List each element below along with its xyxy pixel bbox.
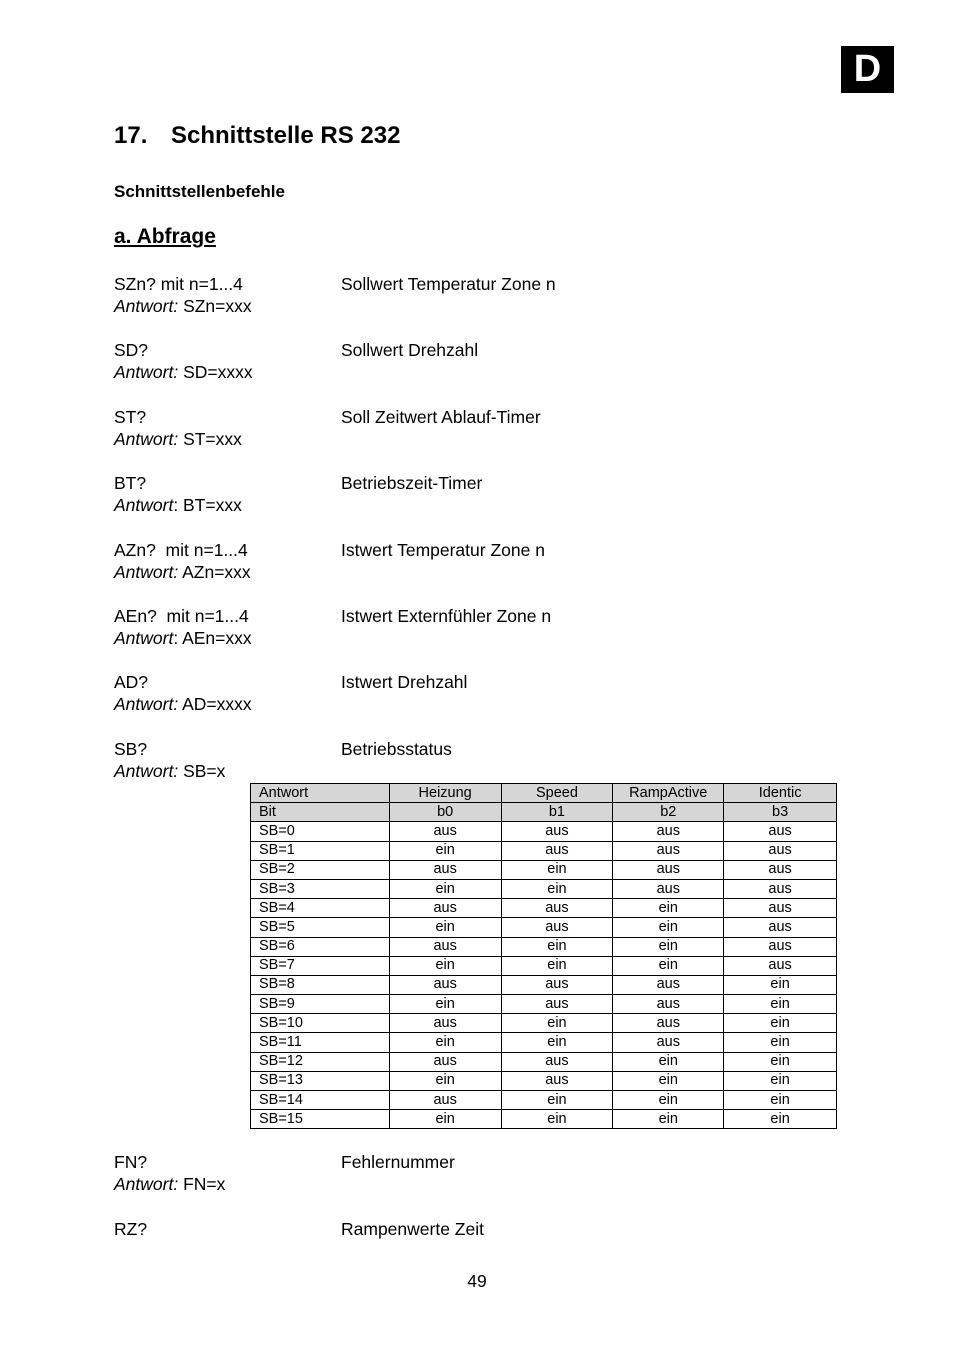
status-code-cell: SB=6: [251, 937, 390, 956]
status-code-cell: SB=9: [251, 995, 390, 1014]
table-row: [251, 918, 837, 937]
status-value-cell: ein: [724, 995, 837, 1014]
status-bit-table: [250, 783, 837, 1129]
status-value-cell: ein: [724, 975, 837, 994]
answer-value: : BT=xxx: [173, 495, 242, 515]
command-code: FN?: [114, 1152, 148, 1172]
table-bit-row: [251, 803, 837, 822]
status-value-cell: aus: [724, 918, 837, 937]
status-value-cell: aus: [501, 995, 613, 1014]
status-value-cell: ein: [613, 1071, 724, 1090]
table-header-row: [251, 784, 837, 803]
status-value-cell: ein: [613, 937, 724, 956]
command-code: BT?: [114, 473, 147, 493]
table-row: [251, 1110, 837, 1129]
command-entry: [114, 1151, 225, 1195]
bit-header: b1: [501, 803, 613, 822]
command-code: AEn? mit n=1...4: [114, 606, 249, 626]
table-row: [251, 822, 837, 841]
answer-label: Antwort:: [114, 694, 179, 714]
status-value-cell: aus: [724, 860, 837, 879]
command-answer: [114, 494, 242, 516]
column-header: RampActive: [613, 784, 724, 803]
command-entry: [114, 738, 225, 782]
status-value-cell: ein: [724, 1052, 837, 1071]
command-description: Fehlernummer: [341, 1152, 455, 1172]
command-code: RZ?: [114, 1219, 148, 1239]
command-code: SD?: [114, 340, 149, 360]
status-value-cell: ein: [724, 1110, 837, 1129]
status-code-cell: SB=15: [251, 1110, 390, 1129]
status-value-cell: ein: [501, 956, 613, 975]
answer-label: Antwort:: [114, 562, 179, 582]
table-row: [251, 1052, 837, 1071]
answer-value: ST=xxx: [178, 429, 242, 449]
status-code-cell: SB=11: [251, 1033, 390, 1052]
table-row: [251, 1091, 837, 1110]
status-value-cell: ein: [724, 1071, 837, 1090]
table-row: [251, 956, 837, 975]
table-row: [251, 1014, 837, 1033]
command-description: Istwert Drehzahl: [341, 672, 468, 692]
status-value-cell: aus: [613, 1014, 724, 1033]
command-description: Rampenwerte Zeit: [341, 1219, 484, 1239]
bit-header: Bit: [251, 803, 390, 822]
status-value-cell: aus: [613, 841, 724, 860]
status-value-cell: aus: [724, 879, 837, 898]
command-answer: [114, 361, 253, 383]
command-entry: [114, 539, 251, 583]
status-value-cell: aus: [613, 1033, 724, 1052]
column-header: Heizung: [389, 784, 501, 803]
answer-label: Antwort:: [114, 1174, 179, 1194]
command-description: Istwert Externfühler Zone n: [341, 606, 552, 626]
answer-label: Antwort:: [114, 362, 179, 382]
command-description: Betriebsstatus: [341, 739, 452, 759]
status-code-cell: SB=7: [251, 956, 390, 975]
answer-label: Antwort:: [114, 296, 179, 316]
command-answer: [114, 561, 251, 583]
status-value-cell: aus: [501, 1071, 613, 1090]
answer-value: AD=xxxx: [178, 694, 252, 714]
status-value-cell: ein: [613, 1110, 724, 1129]
command-description: Betriebszeit-Timer: [341, 473, 483, 493]
answer-value: FN=x: [178, 1174, 226, 1194]
chapter-heading: [114, 122, 400, 150]
command-entry: [114, 339, 253, 383]
answer-label: Antwort: [114, 495, 174, 515]
status-value-cell: ein: [501, 1110, 613, 1129]
section-heading: a. Abfrage: [114, 225, 216, 248]
status-value-cell: aus: [501, 975, 613, 994]
status-value-cell: aus: [501, 841, 613, 860]
table-body: [251, 822, 837, 1129]
command-answer: [114, 1173, 225, 1195]
status-value-cell: ein: [613, 1091, 724, 1110]
status-value-cell: aus: [613, 975, 724, 994]
table-row: [251, 975, 837, 994]
column-header: Speed: [501, 784, 613, 803]
command-code: AZn? mit n=1...4: [114, 540, 248, 560]
command-entry: [114, 1218, 147, 1240]
command-code: SZn? mit n=1...4: [114, 274, 243, 294]
bit-header: b3: [724, 803, 837, 822]
status-value-cell: aus: [613, 860, 724, 879]
status-value-cell: aus: [501, 822, 613, 841]
command-answer: [114, 627, 252, 649]
bit-header: b2: [613, 803, 724, 822]
status-value-cell: aus: [389, 975, 501, 994]
status-value-cell: ein: [724, 1014, 837, 1033]
status-value-cell: aus: [613, 822, 724, 841]
status-value-cell: aus: [389, 1052, 501, 1071]
answer-value: : AEn=xxx: [173, 628, 252, 648]
status-value-cell: ein: [501, 1014, 613, 1033]
status-value-cell: aus: [501, 899, 613, 918]
command-code: AD?: [114, 672, 149, 692]
status-value-cell: ein: [501, 860, 613, 879]
status-value-cell: aus: [724, 841, 837, 860]
status-value-cell: aus: [389, 937, 501, 956]
status-code-cell: SB=10: [251, 1014, 390, 1033]
status-code-cell: SB=4: [251, 899, 390, 918]
status-value-cell: ein: [613, 956, 724, 975]
status-value-cell: ein: [389, 1071, 501, 1090]
status-value-cell: ein: [501, 879, 613, 898]
command-answer: [114, 428, 242, 450]
status-value-cell: aus: [613, 879, 724, 898]
command-description: Soll Zeitwert Ablauf-Timer: [341, 407, 541, 427]
status-code-cell: SB=12: [251, 1052, 390, 1071]
status-value-cell: ein: [389, 879, 501, 898]
status-value-cell: aus: [724, 822, 837, 841]
answer-label: Antwort:: [114, 429, 179, 449]
answer-label: Antwort: [114, 628, 174, 648]
table-row: [251, 899, 837, 918]
command-answer: [114, 693, 252, 715]
status-value-cell: ein: [613, 1052, 724, 1071]
table-row: [251, 879, 837, 898]
status-value-cell: ein: [389, 956, 501, 975]
status-value-cell: ein: [613, 899, 724, 918]
chapter-title: Schnittstelle RS 232: [171, 122, 401, 149]
command-entry: [114, 273, 252, 317]
command-code: ST?: [114, 407, 147, 427]
status-value-cell: ein: [724, 1033, 837, 1052]
status-code-cell: SB=5: [251, 918, 390, 937]
column-header: Antwort: [251, 784, 390, 803]
command-entry: [114, 472, 242, 516]
table-row: [251, 841, 837, 860]
table-row: [251, 1071, 837, 1090]
status-value-cell: aus: [724, 899, 837, 918]
status-code-cell: SB=1: [251, 841, 390, 860]
answer-value: SZn=xxx: [178, 296, 252, 316]
command-description: Sollwert Drehzahl: [341, 340, 479, 360]
status-value-cell: ein: [389, 995, 501, 1014]
status-code-cell: SB=0: [251, 822, 390, 841]
command-answer: [114, 760, 225, 782]
answer-value: AZn=xxx: [178, 562, 251, 582]
status-value-cell: aus: [389, 1014, 501, 1033]
status-value-cell: ein: [724, 1091, 837, 1110]
status-value-cell: ein: [389, 1033, 501, 1052]
status-value-cell: aus: [389, 899, 501, 918]
status-value-cell: ein: [501, 1091, 613, 1110]
table-row: [251, 995, 837, 1014]
table-row: [251, 937, 837, 956]
status-code-cell: SB=3: [251, 879, 390, 898]
status-value-cell: aus: [724, 937, 837, 956]
table-row: [251, 1033, 837, 1052]
command-code: SB?: [114, 739, 148, 759]
status-value-cell: ein: [389, 918, 501, 937]
command-entry: [114, 671, 252, 715]
status-value-cell: ein: [501, 1033, 613, 1052]
status-code-cell: SB=13: [251, 1071, 390, 1090]
command-answer: [114, 295, 252, 317]
status-value-cell: aus: [724, 956, 837, 975]
command-description: Istwert Temperatur Zone n: [341, 540, 545, 560]
command-entry: [114, 605, 252, 649]
status-value-cell: aus: [389, 822, 501, 841]
status-code-cell: SB=8: [251, 975, 390, 994]
status-value-cell: ein: [501, 937, 613, 956]
answer-value: SB=x: [178, 761, 226, 781]
status-value-cell: aus: [389, 1091, 501, 1110]
chapter-number: 17.: [114, 122, 148, 149]
status-value-cell: aus: [389, 860, 501, 879]
table-row: [251, 860, 837, 879]
status-value-cell: aus: [501, 918, 613, 937]
status-value-cell: aus: [501, 1052, 613, 1071]
answer-value: SD=xxxx: [178, 362, 253, 382]
command-description: Sollwert Temperatur Zone n: [341, 274, 556, 294]
status-value-cell: aus: [613, 995, 724, 1014]
status-value-cell: ein: [389, 1110, 501, 1129]
status-value-cell: ein: [613, 918, 724, 937]
answer-label: Antwort:: [114, 761, 179, 781]
command-entry: [114, 406, 242, 450]
column-header: Identic: [724, 784, 837, 803]
status-code-cell: SB=2: [251, 860, 390, 879]
status-code-cell: SB=14: [251, 1091, 390, 1110]
bit-header: b0: [389, 803, 501, 822]
status-value-cell: ein: [389, 841, 501, 860]
page-number: 49: [467, 1271, 487, 1291]
language-badge: D: [841, 46, 894, 93]
subtitle: Schnittstellenbefehle: [114, 182, 285, 201]
